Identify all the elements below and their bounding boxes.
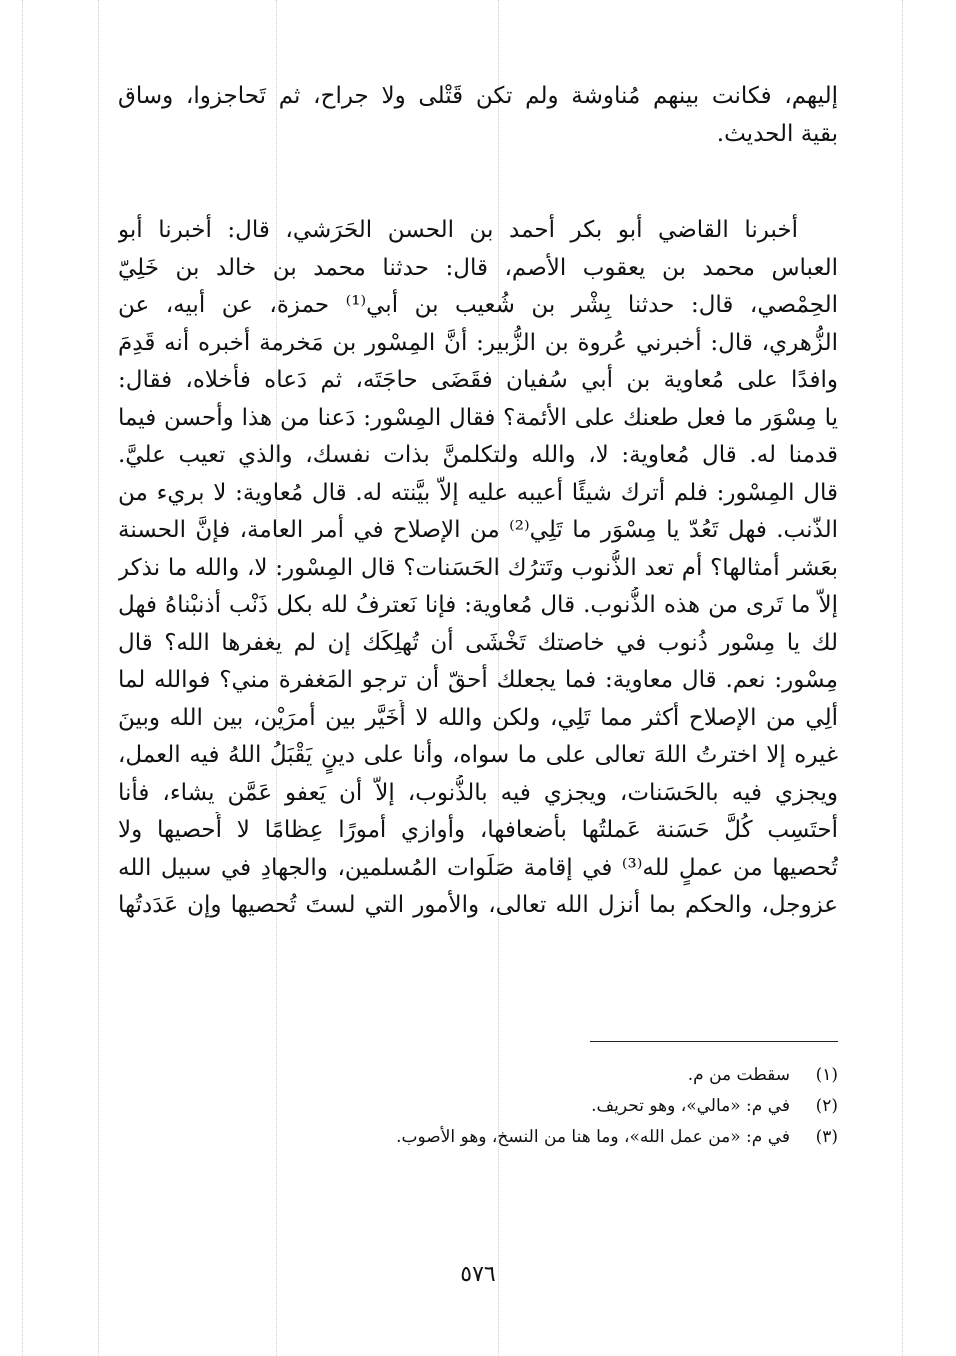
footnote [300,1122,838,1153]
text-line: بقية الحديث. [716,120,838,147]
footnote [300,1091,838,1122]
paragraph-hadith [118,212,838,925]
page-number: ٥٧٦ [460,1262,496,1287]
footnote-text: في م: «من عمل الله»، وما هنا من النسخ، وهو الأصوب. [396,1127,790,1147]
footnote-number: (٢) [815,1096,838,1116]
text-line: إلاّ ما تَرى من هذه الذُّنوب. قال مُعاوية: فإنا نَعترفُ لله بكل ذَنْب أذنبْناهُ فهل [118,592,838,618]
footnote-number: (١) [815,1065,838,1085]
text-line: وافدًا على مُعاوية بن أبي سُفيان فقَضَى حاجَتَه، ثم دَعاه فأخلاه، فقال: [118,367,838,393]
text-line: أخبرنا القاضي أبو بكر أحمد بن الحسن الحَرَشي، قال: أخبرنا أبو [118,217,798,243]
text-line: إليهم، فكانت بينهم مُناوشة ولم تكن قَتْلى ولا جراح، ثم تَحاجزوا، وساق [118,83,838,109]
footnote-text: في م: «مالي»، وهو تحريف. [591,1096,790,1116]
text-line: مِسْور: نعم. قال معاوية: فما يجعلك أحقّ أن ترجو المَغفرة مني؟ فوالله لما [118,667,838,693]
footnotes [300,1060,838,1153]
text-line: الزُّهري، قال: أخبرني عُروة بن الزُّبير: أنَّ المِسْور بن مَخرمة أخبره أنه قَدِمَ [118,329,838,356]
text-line: بعَشر أمثالها؟ أم تعد الذُّنوب وتَترُك الحَسَنات؟ قال المِسْور: لا، والله ما نذكر [118,554,838,581]
footnote-number: (٣) [815,1127,838,1147]
text-line: الذّنب. فهل تَعُدّ يا مِسْوَر ما تَلِي⁽²⁾ من الإصلاح في أمر العامة، فإنَّ الحسنة [118,517,838,543]
text-line: ويجزي فيه بالحَسَنات، ويجزي فيه بالذُّنوب، إلاّ أن يَعفو عَمَّن يشاء، فأنا [118,779,838,806]
text-line: ألِي من الإصلاح أكثر مما تَلِي، ولكن والله لا أُخَيَّر بين أمرَيْن، بين الله وبينَ [118,704,838,731]
scan-artifact [98,0,99,1356]
text-line: قدمنا له. قال مُعاوية: لا، والله ولتكلمنَّ بذات نفسك، والذي تعيب عليَّ. [118,442,838,468]
text-line: قال المِسْور: فلم أترك شيئًا أعيبه عليه إلاّ بيَّنته له. قال مُعاوية: لا بريء من [118,479,838,506]
text-line: تُحصيها من عملٍ لله⁽³⁾ في إقامة صَلَوات المُسلمين، والجهادِ في سبيل الله [118,854,838,881]
text-line: الحِمْصي، قال: حدثنا بِشْر بن شُعيب بن أبي⁽¹⁾ حمزة، عن أبيه، عن [118,292,838,318]
paragraph-continuation [118,78,838,153]
footnote [300,1060,838,1091]
text-line: عزوجل، والحكم بما أنزل الله تعالى، والأمور التي لستَ تُحصيها وإن عَدَدتُها [118,892,838,918]
scan-artifact [902,0,903,1356]
text-line: لك يا مِسْور ذُنوب في خاصتك تَخْشَى أن تُهلِكَك إن لم يغفرها الله؟ قال [118,629,838,656]
text-line: يا مِسْوَر ما فعل طعنك على الأئمة؟ فقال المِسْور: دَعنا من هذا وأحسن فيما [118,404,838,431]
text-line: أحتَسِب كُلَّ حَسَنة عَملتُها بأضعافها، وأوازي أمورًا عِظامًا لا أُحصيها ولا [118,817,838,843]
footnote-separator [590,1041,838,1042]
text-line: العباس محمد بن يعقوب الأصم، قال: حدثنا محمد بن خالد بن خَلِيّ [118,254,838,281]
scan-artifact [22,0,23,1356]
text-line: غيره إلا اخترتُ اللهَ تعالى على ما سواه، وأنا على دينٍ يَقْبَلُ اللهُ فيه العمل، [118,742,838,768]
footnote-text: سقطت من م. [687,1065,790,1085]
